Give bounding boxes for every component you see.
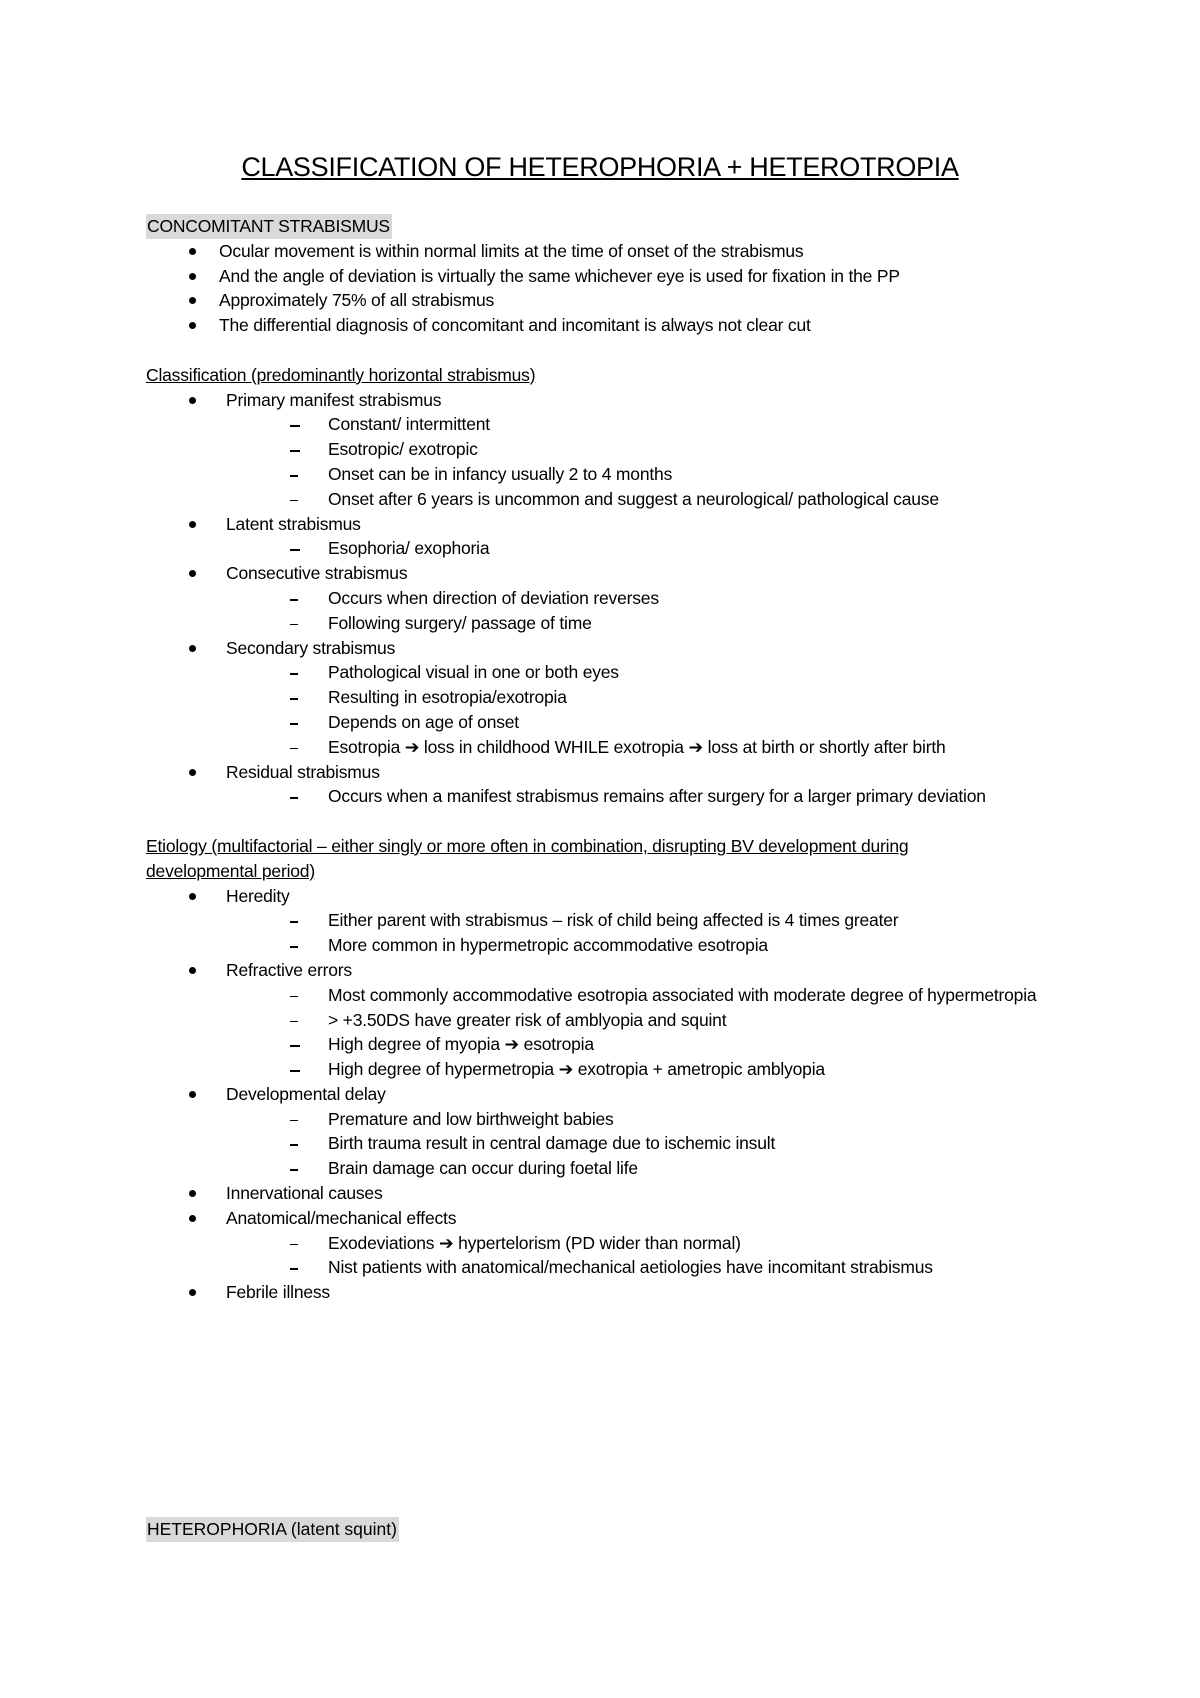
sub-list-item: Constant/ intermittent: [146, 412, 1066, 437]
bullet-icon: [189, 893, 196, 900]
highlighted-heading: HETEROPHORIA (latent squint): [146, 1517, 399, 1542]
dash-icon: [290, 797, 298, 799]
sub-list-item: More common in hypermetropic accommodative esotropia: [146, 933, 1066, 958]
bullet-icon: [189, 1289, 196, 1296]
list-item: Approximately 75% of all strabismus: [146, 288, 1066, 313]
dash-icon: [290, 450, 300, 452]
sub-list-item: High degree of hypermetropia ➔ exotropia + ametropic amblyopia: [146, 1057, 1066, 1082]
dash-icon: [290, 549, 300, 551]
sub-list-item: Resulting in esotropia/exotropia: [146, 685, 1066, 710]
sub-list-item: Depends on age of onset: [146, 710, 1066, 735]
section-heading-etiology: Etiology (multifactorial – either singly or more often in combination, disrupting BV development during: [146, 835, 909, 856]
sub-list-item: Occurs when direction of deviation reverses: [146, 586, 1066, 611]
dash-icon: [290, 1144, 298, 1146]
list-item: Heredity: [146, 884, 1066, 909]
sub-list-item: > +3.50DS have greater risk of amblyopia and squint: [146, 1008, 1066, 1033]
sub-list-item: Pathological visual in one or both eyes: [146, 660, 1066, 685]
section-heading-heterophoria: [146, 1517, 399, 1542]
sub-list-item: Most commonly accommodative esotropia associated with moderate degree of hypermetropia: [146, 983, 1138, 1008]
bullet-icon: [189, 1190, 196, 1197]
dash-icon: [290, 996, 298, 998]
dash-icon: [290, 599, 298, 601]
bullet-icon: [189, 645, 196, 652]
bullet-icon: [189, 397, 196, 404]
list-item: Consecutive strabismus: [146, 561, 1066, 586]
dash-icon: [290, 1244, 298, 1246]
bullet-icon: [189, 570, 196, 577]
bullet-icon: [189, 322, 196, 329]
dash-icon: [290, 673, 298, 675]
section-heading-classification: Classification (predominantly horizontal strabismus): [146, 364, 536, 385]
bullet-icon: [189, 1091, 196, 1098]
list-item: The differential diagnosis of concomitant and incomitant is always not clear cut: [146, 313, 1066, 338]
bullet-icon: [189, 297, 196, 304]
sub-list-item: Exodeviations ➔ hypertelorism (PD wider than normal): [146, 1231, 1066, 1256]
list-item: Latent strabismus: [146, 512, 1066, 537]
sub-list-item: Occurs when a manifest strabismus remains after surgery for a larger primary deviation: [146, 784, 1066, 809]
page-title: CLASSIFICATION OF HETEROPHORIA + HETEROTROPIA: [241, 152, 959, 182]
dash-icon: [290, 1021, 298, 1023]
sub-list-item: Premature and low birthweight babies: [146, 1107, 1066, 1132]
sub-list-item: Either parent with strabismus – risk of child being affected is 4 times greater: [146, 908, 1066, 933]
list-item: Secondary strabismus: [146, 636, 1066, 661]
bullet-icon: [189, 1215, 196, 1222]
list-item: Primary manifest strabismus: [146, 388, 1066, 413]
list-item: Anatomical/mechanical effects: [146, 1206, 1066, 1231]
dash-icon: [290, 921, 298, 923]
section-heading-concomitant: [146, 214, 1066, 239]
dash-icon: [290, 1070, 300, 1072]
sub-list-item: Esotropic/ exotropic: [146, 437, 1066, 462]
sub-list-item: Following surgery/ passage of time: [146, 611, 1066, 636]
list-item: And the angle of deviation is virtually the same whichever eye is used for fixation in the PP: [146, 264, 1066, 289]
dash-icon: [290, 1268, 298, 1270]
dash-icon: [290, 946, 298, 948]
list-item: Ocular movement is within normal limits at the time of onset of the strabismus: [146, 239, 1066, 264]
bullet-icon: [189, 521, 196, 528]
sub-list-item: Nist patients with anatomical/mechanical aetiologies have incomitant strabismus: [146, 1255, 1066, 1280]
sub-list-item: Brain damage can occur during foetal life: [146, 1156, 1066, 1181]
list-item: Innervational causes: [146, 1181, 1066, 1206]
sub-list-item: Birth trauma result in central damage due to ischemic insult: [146, 1131, 1066, 1156]
sub-list-item: Onset after 6 years is uncommon and suggest a neurological/ pathological cause: [146, 487, 1066, 512]
sub-list-item: Esophoria/ exophoria: [146, 536, 1066, 561]
dash-icon: [290, 1169, 298, 1171]
dash-icon: [290, 624, 298, 626]
document-body: [146, 214, 1066, 1305]
dash-icon: [290, 698, 298, 700]
dash-icon: [290, 723, 298, 725]
dash-icon: [290, 1120, 298, 1122]
dash-icon: [290, 425, 300, 427]
list-item: Developmental delay: [146, 1082, 1066, 1107]
list-item: Residual strabismus: [146, 760, 1066, 785]
highlighted-heading: CONCOMITANT STRABISMUS: [146, 214, 392, 239]
sub-list-item: Esotropia ➔ loss in childhood WHILE exotropia ➔ loss at birth or shortly after birth: [146, 735, 1066, 760]
bullet-icon: [189, 273, 196, 280]
dash-icon: [290, 748, 298, 750]
list-item: Febrile illness: [146, 1280, 1066, 1305]
dash-icon: [290, 500, 298, 502]
sub-list-item: Onset can be in infancy usually 2 to 4 months: [146, 462, 1066, 487]
dash-icon: [290, 475, 298, 477]
list-item: Refractive errors: [146, 958, 1066, 983]
sub-list-item: High degree of myopia ➔ esotropia: [146, 1032, 1066, 1057]
bullet-icon: [189, 967, 196, 974]
section-heading-etiology-cont: developmental period): [146, 860, 315, 881]
dash-icon: [290, 1045, 300, 1047]
bullet-icon: [189, 248, 196, 255]
bullet-icon: [189, 769, 196, 776]
